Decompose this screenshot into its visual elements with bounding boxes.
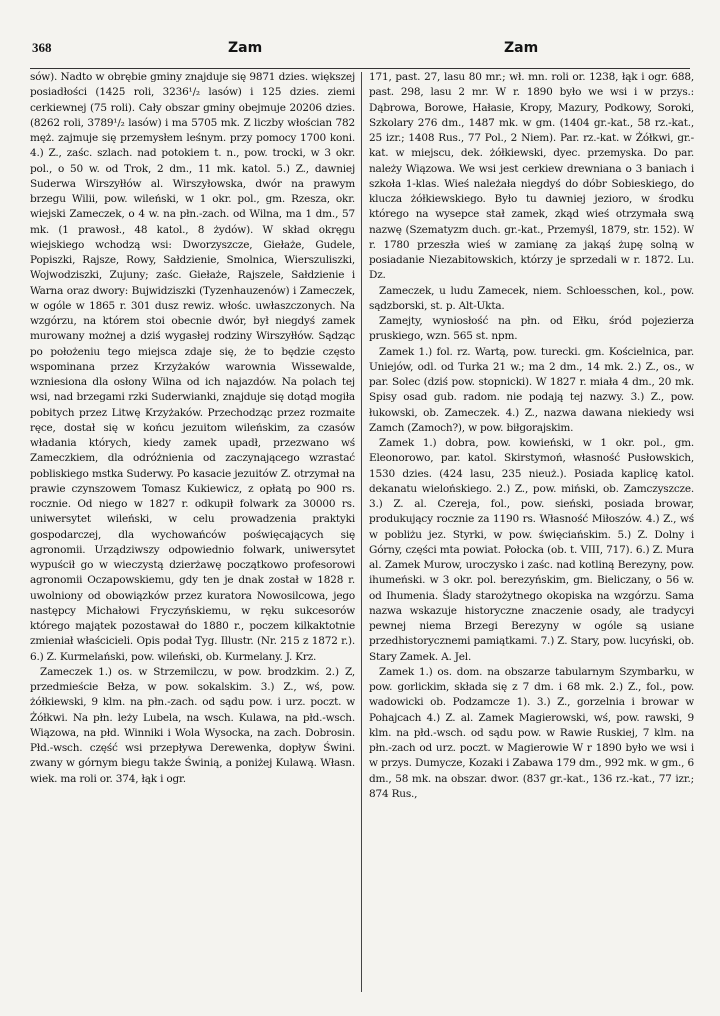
entry-paragraph: Zamek 1.) os. dom. na obszarze tabularnym Szymbarku, w pow. gorlickim, składa się z 7 dm. i 68 mk. 2.) Z., fol., pow. wadowicki ob. Podzamcze 1). 3.) Z., gorzelnia i browar w Pohajcach 4.) Z. al. Zamek Magierowski, wś, pow. rawski, 9 klm. na płd.-wsch. od sądu pow. w Rawie Ruskiej, 7 klm. na płn.-zach od urz. poczt. w Magierowie W r 1890 było we wsi i w przys. Dumycze, Kozaki i Zabawa 179 dm., 992 mk. w gm., 6 dm., 58 mk. na obszar. dwor. (837 gr.-kat., 136 rz.-kat., 77 izr.; 874 Rus., (369, 665, 694, 800)
column-divider (361, 72, 362, 992)
entry-paragraph: 171, past. 27, lasu 80 mr.; wł. mn. roli or. 1238, łąk i ogr. 688, past. 298, lasu 2 mr. W r. 1890 było we wsi i w przys.: Dąbrowa, Borowe, Hałasie, Kropy, Mazury, Podkowy, Soroki, Szkolary 276 dm., 1487 mk. w gm. (1404 gr.-kat., 58 rz.-kat., 25 izr.; 1408 Rus., 77 Pol., 2 Niem). Par. rz.-kat. w Żółkwi, gr.-kat. w miejscu, dek. żółkiewski, dyec. przemyska. Do par. należy Wiązowa. We wsi jest cerkiew drewniana o 3 baniach i szkoła 1-klas. Wieś należała niegdyś do dóbr Sobieskiego, do klucza żółkiewskiego. Było tu dawniej jezioro, w środku którego na wysepce stał zamek, zkąd wieś otrzymała swą nazwę (Szematyzm duch. gr.-kat., Przemyśl, 1879, str. 152). W r. 1780 przeszła wieś w zamianę za jakąś żupę solną w posiadanie Niezabitowskich, którzy je sprzedali w r. 1872. Lu. Dz. (369, 71, 694, 282)
entry-paragraph: sów). Nadto w obrębie gminy znajduje się 9871 dzies. większej posiadłości (1425 roli, 3236¹/₂ lasów) i 125 dzies. ziemi cerkiewnej (75 roli). Cały obszar gminy obejmuje 20206 dzies. (8262 roli, 3789¹/₂ lasów) i ma 5705 mk. Z liczby włościan 782 męż. zajmuje się przemysłem leśnym. przy pomocy 1700 koni. 4.) Z., zaśc. szlach. nad potokiem t. n., pow. trocki, w 3 okr. pol., o 50 w. od Trok, 2 dm., 11 mk. katol. 5.) Z., dawniej Suderwa Wirszyłłów al. Wirszyłowska, dwór na prawym brzegu Wilii, pow. wileński, w 1 okr. pol., gm. Rzesza, okr. wiejski Zameczek, o 4 w. na płn.-zach. od Wilna, ma 1 dm., 57 mk. (1 prawosł., 48 katol., 8 żydów). W skład okręgu wiejskiego wchodzą wsi: Dworzyszcze, Giełaże, Gudele, Popiszki, Rajsze, Rowy, Sałdzienie, Smolnica, Wierszuliszki, Wojwodziszki, Zujuny; zaśc. Giełaże, Rajszele, Sałdzienie i Warna oraz dwory: Bujwidziszki (Tyzenhauzenów) i Zameczek, w ogóle w 1865 r. 301 dusz rewiz. włośc. uwłaszczonych. Na wzgórzu, na którem stoi obecnie dwór, był niegdyś zamek murowany możnej a dziś wygasłej rodziny Wirszyłłów. Sądząc po położeniu tego miejsca zdaje się, że to będzie często wspominana przez Krzyżaków warownia Wissewalde, wzniesiona dla osłony Wilna od ich najazdów. Na polach tej wsi, nad brzegami rzki Suderwianki, znajduje się dotąd mogiła pobitych przez Litwę Krzyżaków. Przechodząc przez rozmaite ręce, dostał się w końcu jezuitom wileńskim, za czasów władania których, kiedy zamek upadł, przezwano wś Zameczkiem, dla odróżnienia od zaczynającego wzrastać pobliskiego mstka Suderwy. Po kasacie jezuitów Z. otrzymał na prawie czynszowem Tomasz Kukiewicz, z opłatą po 900 rs. rocznie. Od niego w 1827 r. odkupił folwark za 30000 rs. uniwersytet wileński, w celu prowadzenia praktyki gospodarczej, dla wychowańców poświęcających się agronomii. Urządziwszy odpowiednio folwark, uniwersytet wypuścił go w wieczystą dzierżawę początkowo profesorowi agronomii Oczapowskiemu, gdy ten je dnak został w 1828 r. uwolniony od obowiązków przez kuratora Nowosilcowa, jego następcy Michałowi Fryczyńskiemu, w ręku sukcesorów którego majątek pozostawał do 1880 r., poczem kilkaktotnie zmieniał właścicieli. Opis podał Tyg. Illustr. (Nr. 215 z 1872 r.). 6.) Z. Kurmelański, pow. wileński, ob. Kurmelany. J. Krz. (30, 71, 355, 663)
page-header (30, 40, 690, 62)
running-headword-left: Zam (228, 40, 263, 56)
left-column (30, 70, 355, 787)
entry-paragraph: Zamek 1.) dobra, pow. kowieński, w 1 okr. pol., gm. Eleonorowo, par. katol. Skirstymoń, własność Pusłowskich, 1530 dzies. (424 lasu, 235 nieuż.). Posiada kaplicę katol. dekanatu wielońskiego. 2.) Z., pow. miński, ob. Zamczyszcze. 3.) Z. al. Czereja, fol., pow. sieński, posiada browar, produkujący rocznie za 1190 rs. Własność Miłoszów. 4.) Z., wś w pobliżu jez. Styrki, w pow. święciańskim. 5.) Z. Dolny i Górny, części mta powiat. Połocka (ob. t. VIII, 717). 6.) Z. Mura al. Zamek Murow, uroczysko i zaśc. nad kotliną Berezyny, pow. ihumeński. w 3 okr. pol. berezyńskim, gm. Bieliczany, o 56 w. od Ihumenia. Ślady starożytnego okopiska na wzgórzu. Sama nazwa wskazuje historyczne znaczenie osady, ale tradycyi pewnej niema Brzegi Berezyny w ogóle są usiane przedhistorycznemi pamiątkami. 7.) Z. Stary, pow. lucyński, ob. Stary Zamek. A. Jel. (369, 437, 694, 663)
right-column (369, 70, 694, 802)
entry-paragraph: Zameczek, u ludu Zamecek, niem. Schloesschen, kol., pow. sądzborski, st. p. Alt-Ukta. (369, 284, 694, 312)
entry-paragraph: Zamek 1.) fol. rz. Wartą, pow. turecki. gm. Kościelnica, par. Uniejów, odl. od Turka 21 w.; ma 2 dm., 14 mk. 2.) Z., os., w par. Solec (dziś pow. stopnicki). W 1827 r. miała 4 dm., 20 mk. Spisy osad gub. radom. nie podają tej nazwy. 3.) Z., pow. łukowski, ob. Zameczek. 4.) Z., nazwa dawana niekiedy wsi Zamch (Zamoch?), w pow. biłgorajskim. (369, 345, 694, 434)
running-headword-right: Zam (504, 40, 539, 56)
header-rule (30, 68, 690, 69)
entry-paragraph: Zameczek 1.) os. w Strzemilczu, w pow. brodzkim. 2.) Z, przedmieście Bełza, w pow. sokalskim. 3.) Z., wś, pow. żółkiewski, 9 klm. na płn.-zach. od sądu pow. i urz. poczt. w Żółkwi. Na płn. leży Lubela, na wsch. Kulawa, na płd.-wsch. Wiązowa, na płd. Winniki i Wola Wysocka, na zach. Dobrosin. Płd.-wsch. część wsi przepływa Derewenka, dopływ Świni. zwany w górnym biegu także Świnią, a poniżej Kulawą. Własn. wiek. ma roli or. 374, łąk i ogr. (30, 665, 355, 785)
page-number: 368 (32, 40, 52, 55)
entry-paragraph: Zamejty, wyniosłość na płn. od Ełku, śród pojezierza pruskiego, wzn. 565 st. npm. (369, 315, 694, 343)
